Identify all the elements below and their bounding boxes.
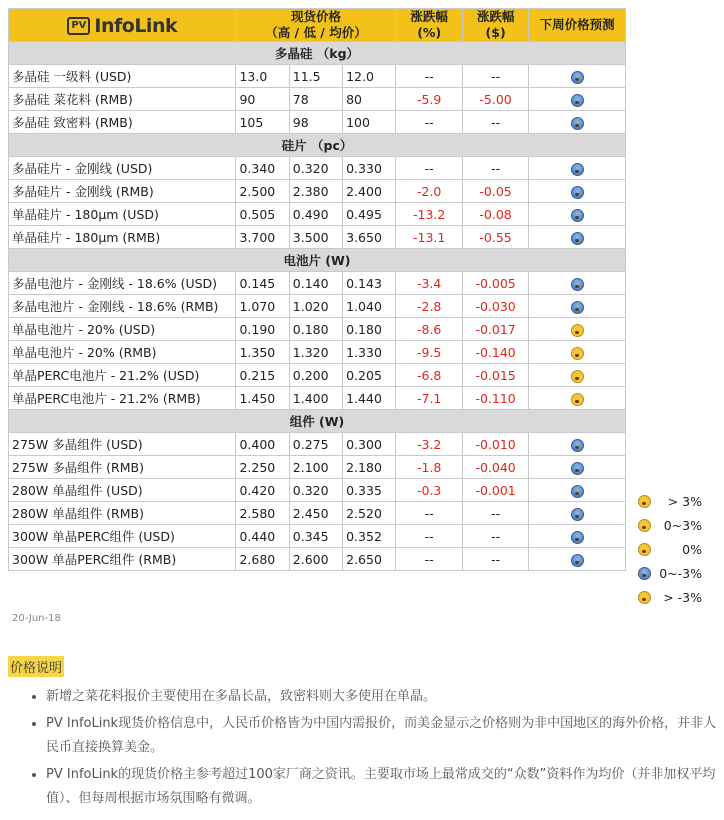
- price-high: 2.680: [236, 548, 289, 571]
- forecast-cell: [529, 295, 626, 318]
- section-header: [9, 249, 626, 272]
- price-low: 2.450: [289, 502, 342, 525]
- change-usd: -0.010: [462, 433, 528, 456]
- section-title: 组件 (W): [9, 410, 626, 433]
- price-high: 0.215: [236, 364, 289, 387]
- price-low: 1.400: [289, 387, 342, 410]
- table-header: [9, 9, 626, 42]
- price-low: 2.100: [289, 456, 342, 479]
- price-high: 90: [236, 88, 289, 111]
- product-name: 单晶电池片 - 20% (USD): [9, 318, 236, 341]
- forecast-cell: [529, 203, 626, 226]
- change-usd: -0.001: [462, 479, 528, 502]
- table-row: [9, 203, 626, 226]
- fearful-face-icon: [571, 485, 584, 498]
- change-usd: -0.015: [462, 364, 528, 387]
- product-name: 275W 多晶组件 (RMB): [9, 456, 236, 479]
- price-low: 0.180: [289, 318, 342, 341]
- table-row: [9, 88, 626, 111]
- forecast-cell: [529, 88, 626, 111]
- forecast-cell: [529, 65, 626, 88]
- change-usd-header: [462, 9, 528, 42]
- legend-item: [636, 537, 716, 561]
- change-pct: -3.4: [396, 272, 462, 295]
- face-icon: [638, 495, 651, 508]
- table-row: [9, 525, 626, 548]
- table-row: [9, 65, 626, 88]
- product-name: 多晶电池片 - 金刚线 - 18.6% (USD): [9, 272, 236, 295]
- change-usd-title: 涨跌幅: [476, 9, 515, 24]
- face-icon: [638, 519, 651, 532]
- price-avg: 0.300: [343, 433, 396, 456]
- price-high: 13.0: [236, 65, 289, 88]
- change-usd: -0.040: [462, 456, 528, 479]
- face-icon: [638, 543, 651, 556]
- forecast-cell: [529, 226, 626, 249]
- table-row: [9, 341, 626, 364]
- legend-label: 0~3%: [663, 517, 702, 533]
- price-avg: 100: [343, 111, 396, 134]
- change-pct: -0.3: [396, 479, 462, 502]
- price-high: 0.190: [236, 318, 289, 341]
- price-avg: 2.520: [343, 502, 396, 525]
- forecast-cell: [529, 502, 626, 525]
- change-pct: -13.2: [396, 203, 462, 226]
- surprised-face-icon: [571, 393, 584, 406]
- change-usd: -0.110: [462, 387, 528, 410]
- price-avg: 0.205: [343, 364, 396, 387]
- forecast-cell: [529, 479, 626, 502]
- product-name: 多晶硅片 - 金刚线 (RMB): [9, 180, 236, 203]
- price-low: 0.320: [289, 157, 342, 180]
- table-row: [9, 364, 626, 387]
- surprised-face-icon: [571, 370, 584, 383]
- table-row: [9, 295, 626, 318]
- report-date: 20-Jun-18: [12, 613, 61, 624]
- forecast-cell: [529, 157, 626, 180]
- table-row: [9, 157, 626, 180]
- change-usd: -0.08: [462, 203, 528, 226]
- table-row: [9, 180, 626, 203]
- change-usd: -0.05: [462, 180, 528, 203]
- product-name: 多晶硅 一级料 (USD): [9, 65, 236, 88]
- change-usd: --: [462, 157, 528, 180]
- product-name: 300W 单晶PERC组件 (USD): [9, 525, 236, 548]
- fearful-face-icon: [571, 301, 584, 314]
- price-high: 0.440: [236, 525, 289, 548]
- change-pct: -13.1: [396, 226, 462, 249]
- price-avg: 80: [343, 88, 396, 111]
- note-item: • 新增之菜花料报价主要使用在多晶长晶，致密料则大多使用在单晶。: [46, 685, 718, 709]
- price-high: 105: [236, 111, 289, 134]
- forecast-cell: [529, 548, 626, 571]
- price-avg: 0.352: [343, 525, 396, 548]
- price-low: 1.320: [289, 341, 342, 364]
- forecast-cell: [529, 180, 626, 203]
- section-title: 多晶硅 （kg）: [9, 42, 626, 65]
- price-avg: 1.040: [343, 295, 396, 318]
- change-pct: -8.6: [396, 318, 462, 341]
- section-title: 电池片 (W): [9, 249, 626, 272]
- notes-list: [8, 685, 718, 811]
- price-avg: 0.335: [343, 479, 396, 502]
- change-usd: -0.140: [462, 341, 528, 364]
- change-pct: --: [396, 111, 462, 134]
- product-name: 280W 单晶组件 (USD): [9, 479, 236, 502]
- change-usd: --: [462, 111, 528, 134]
- price-low: 0.140: [289, 272, 342, 295]
- change-pct: -3.2: [396, 433, 462, 456]
- product-name: 多晶硅片 - 金刚线 (USD): [9, 157, 236, 180]
- price-avg: 3.650: [343, 226, 396, 249]
- price-high: 2.500: [236, 180, 289, 203]
- product-name: 275W 多晶组件 (USD): [9, 433, 236, 456]
- price-low: 0.345: [289, 525, 342, 548]
- section-title: 硅片 （pc）: [9, 134, 626, 157]
- table-row: [9, 226, 626, 249]
- price-low: 98: [289, 111, 342, 134]
- change-pct: -7.1: [396, 387, 462, 410]
- fearful-face-icon: [571, 94, 584, 107]
- table-row: [9, 272, 626, 295]
- spot-price-header: [236, 9, 396, 42]
- price-avg: 1.330: [343, 341, 396, 364]
- product-name: 多晶硅 致密料 (RMB): [9, 111, 236, 134]
- fearful-face-icon: [571, 117, 584, 130]
- surprised-face-icon: [571, 324, 584, 337]
- table-row: [9, 111, 626, 134]
- price-avg: 1.440: [343, 387, 396, 410]
- price-low: 11.5: [289, 65, 342, 88]
- section-header: [9, 134, 626, 157]
- change-pct-unit: (%): [417, 25, 442, 40]
- fearful-face-icon: [571, 232, 584, 245]
- price-avg: 0.495: [343, 203, 396, 226]
- price-avg: 0.143: [343, 272, 396, 295]
- price-high: 0.400: [236, 433, 289, 456]
- price-low: 1.020: [289, 295, 342, 318]
- legend-item: [636, 585, 716, 609]
- price-low: 78: [289, 88, 342, 111]
- legend-label: > -3%: [663, 589, 702, 605]
- price-high: 0.420: [236, 479, 289, 502]
- logo: [9, 9, 236, 42]
- legend-label: 0~-3%: [659, 565, 702, 581]
- fearful-face-icon: [571, 531, 584, 544]
- fearful-face-icon: [571, 439, 584, 452]
- price-avg: 2.400: [343, 180, 396, 203]
- fearful-face-icon: [638, 567, 651, 580]
- change-pct: -1.8: [396, 456, 462, 479]
- forecast-cell: [529, 433, 626, 456]
- fearful-face-icon: [571, 462, 584, 475]
- note-item: • PV InfoLink现货价格信息中，人民币价格皆为中国内需报价，而美金显示之价格则为非中国地区的海外价格，并非人民币直接换算美金。: [46, 712, 718, 760]
- spot-price-title: 现货价格: [290, 9, 341, 24]
- product-name: 多晶硅 菜花料 (RMB): [9, 88, 236, 111]
- product-name: 单晶电池片 - 20% (RMB): [9, 341, 236, 364]
- price-low: 0.490: [289, 203, 342, 226]
- section-header: [9, 42, 626, 65]
- forecast-cell: [529, 272, 626, 295]
- product-name: 300W 单晶PERC组件 (RMB): [9, 548, 236, 571]
- product-name: 280W 单晶组件 (RMB): [9, 502, 236, 525]
- change-usd: --: [462, 525, 528, 548]
- forecast-legend: [636, 489, 716, 609]
- table-row: [9, 502, 626, 525]
- price-table: [8, 8, 626, 571]
- change-usd: --: [462, 548, 528, 571]
- face-icon: [638, 591, 651, 604]
- change-usd: --: [462, 502, 528, 525]
- table-row: [9, 548, 626, 571]
- price-low: 0.320: [289, 479, 342, 502]
- change-pct: --: [396, 65, 462, 88]
- change-usd: -0.030: [462, 295, 528, 318]
- forecast-header: 下周价格预测: [529, 9, 626, 42]
- product-name: 单晶PERC电池片 - 21.2% (RMB): [9, 387, 236, 410]
- change-pct: --: [396, 157, 462, 180]
- price-avg: 12.0: [343, 65, 396, 88]
- price-avg: 0.330: [343, 157, 396, 180]
- fearful-face-icon: [571, 554, 584, 567]
- product-name: 单晶PERC电池片 - 21.2% (USD): [9, 364, 236, 387]
- legend-label: > 3%: [667, 493, 702, 509]
- product-name: 单晶硅片 - 180μm (USD): [9, 203, 236, 226]
- price-high: 2.580: [236, 502, 289, 525]
- change-usd-unit: ($): [485, 25, 506, 40]
- legend-item: [636, 561, 716, 585]
- change-pct: -2.0: [396, 180, 462, 203]
- fearful-face-icon: [571, 71, 584, 84]
- change-pct-title: 涨跌幅: [410, 9, 448, 24]
- change-pct: -5.9: [396, 88, 462, 111]
- fearful-face-icon: [571, 508, 584, 521]
- notes-title: 价格说明: [8, 656, 64, 677]
- change-usd: -0.017: [462, 318, 528, 341]
- price-high: 0.340: [236, 157, 289, 180]
- price-notes: [8, 656, 718, 814]
- forecast-cell: [529, 364, 626, 387]
- price-high: 1.450: [236, 387, 289, 410]
- spot-price-subtitle: （高 / 低 / 均价）: [265, 25, 367, 40]
- price-high: 2.250: [236, 456, 289, 479]
- table-row: [9, 433, 626, 456]
- price-high: 0.145: [236, 272, 289, 295]
- price-avg: 2.180: [343, 456, 396, 479]
- forecast-cell: [529, 525, 626, 548]
- forecast-cell: [529, 456, 626, 479]
- surprised-face-icon: [571, 347, 584, 360]
- change-pct: -9.5: [396, 341, 462, 364]
- legend-item: [636, 513, 716, 537]
- price-avg: 2.650: [343, 548, 396, 571]
- fearful-face-icon: [571, 163, 584, 176]
- change-pct: -6.8: [396, 364, 462, 387]
- price-avg: 0.180: [343, 318, 396, 341]
- product-name: 单晶硅片 - 180μm (RMB): [9, 226, 236, 249]
- change-usd: --: [462, 65, 528, 88]
- price-low: 3.500: [289, 226, 342, 249]
- forecast-cell: [529, 318, 626, 341]
- change-pct: --: [396, 548, 462, 571]
- forecast-cell: [529, 341, 626, 364]
- fearful-face-icon: [571, 209, 584, 222]
- price-low: 2.600: [289, 548, 342, 571]
- fearful-face-icon: [571, 278, 584, 291]
- fearful-face-icon: [571, 186, 584, 199]
- change-pct: --: [396, 502, 462, 525]
- change-usd: -0.005: [462, 272, 528, 295]
- table-row: [9, 479, 626, 502]
- forecast-cell: [529, 387, 626, 410]
- product-name: 多晶电池片 - 金刚线 - 18.6% (RMB): [9, 295, 236, 318]
- logo-text: InfoLink: [94, 14, 178, 37]
- table-row: [9, 318, 626, 341]
- price-low: 0.275: [289, 433, 342, 456]
- note-item: • PV InfoLink的现货价格主参考超过100家厂商之资讯。主要取市场上最常成交的“众数”资料作为均价（并非加权平均值）、但每周根据市场氛围略有微调。: [46, 763, 718, 811]
- logo-box: PV: [67, 17, 90, 35]
- price-high: 1.070: [236, 295, 289, 318]
- change-pct-header: [396, 9, 462, 42]
- forecast-cell: [529, 111, 626, 134]
- price-low: 0.200: [289, 364, 342, 387]
- change-usd: -0.55: [462, 226, 528, 249]
- price-high: 1.350: [236, 341, 289, 364]
- table-row: [9, 456, 626, 479]
- change-usd: -5.00: [462, 88, 528, 111]
- price-high: 3.700: [236, 226, 289, 249]
- section-header: [9, 410, 626, 433]
- legend-item: [636, 489, 716, 513]
- price-high: 0.505: [236, 203, 289, 226]
- legend-label: 0%: [682, 541, 702, 557]
- price-low: 2.380: [289, 180, 342, 203]
- change-pct: --: [396, 525, 462, 548]
- change-pct: -2.8: [396, 295, 462, 318]
- table-row: [9, 387, 626, 410]
